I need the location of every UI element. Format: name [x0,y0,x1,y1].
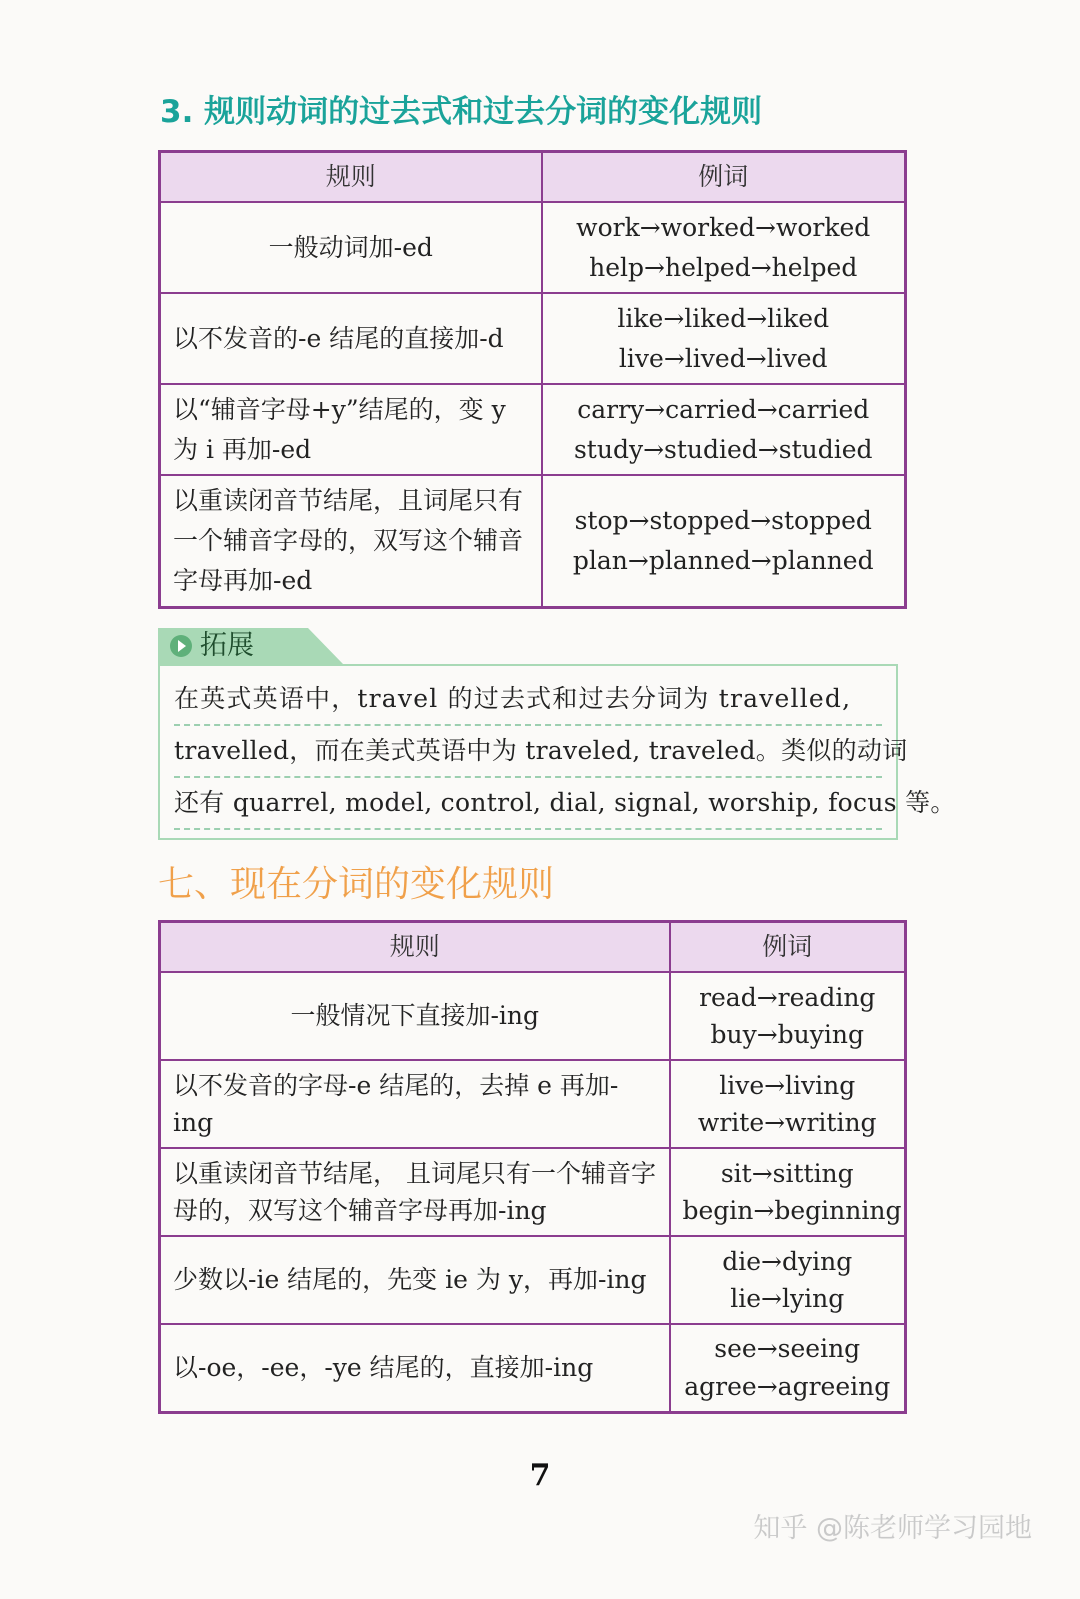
header-rule: 规则 [160,922,670,973]
example-word: see→seeing [714,1334,861,1364]
example-cell [542,293,906,384]
section-7-title: 七、现在分词的变化规则 [158,864,555,905]
example-word: lie→lying [730,1284,845,1313]
example-cell [670,1324,906,1412]
extension-line: 在英式英语中，travel 的过去式和过去分词为 travelled, [174,674,882,726]
example-cell [670,1148,906,1236]
extension-label: 拓展 [200,630,254,661]
example-word: agree→agreeing [684,1371,891,1401]
example-word: write→writing [697,1108,877,1137]
rule-cell: 以不发音的字母-e 结尾的，去掉 e 再加-ing [160,1060,670,1148]
example-word: begin→beginning [682,1196,902,1225]
section-3-title: 3. 规则动词的过去式和过去分词的变化规则 [160,94,763,130]
rule-cell: 以“辅音字母+y”结尾的，变 y 为 i 再加-ed [160,384,542,475]
example-cell [670,972,906,1060]
example-word: read→reading [699,982,876,1012]
example-word: live→living [719,1070,856,1100]
example-word: plan→planned→planned [572,545,874,575]
example-cell [542,202,906,293]
example-word: die→dying [722,1246,853,1276]
example-cell [542,475,906,607]
example-cell [670,1060,906,1148]
table-row [160,384,906,475]
example-cell [670,1236,906,1324]
rule-cell: 以重读闭音节结尾， 且词尾只有一个辅音字母的，双写这个辅音字母再加-ing [160,1148,670,1236]
table-header-row [160,152,906,203]
example-word: sit→sitting [720,1158,854,1188]
example-cell [542,384,906,475]
example-word: live→lived→lived [618,343,828,373]
example-word: work→worked→worked [576,212,871,242]
extension-box [158,664,956,840]
table-row [160,1324,906,1412]
table-row [160,202,906,293]
table-row [160,1236,906,1324]
table-row [160,1148,906,1236]
rule-cell: 以不发音的-e 结尾的直接加-d [160,293,542,384]
header-example: 例词 [542,152,906,203]
example-word: study→studied→studied [573,434,873,464]
page-number: 7 [529,1458,551,1493]
past-tense-rules-table [158,150,907,609]
rule-cell: 以重读闭音节结尾，且词尾只有一个辅音字母的，双写这个辅音字母再加-ed [160,475,542,607]
rule-cell: 一般动词加-ed [160,202,542,293]
example-word: like→liked→liked [617,303,830,333]
rule-cell: 少数以-ie 结尾的，先变 ie 为 y，再加-ing [160,1236,670,1324]
example-word: buy→buying [710,1020,864,1049]
extension-line: travelled，而在美式英语中为 traveled, traveled。类似的动词 [174,726,882,778]
rule-cell: 一般情况下直接加-ing [160,972,670,1060]
example-word: help→helped→helped [589,252,858,282]
present-participle-rules-table [158,920,907,1414]
header-example: 例词 [670,922,906,973]
table-header-row [160,922,906,973]
play-circle-icon [170,635,192,657]
table-row [160,293,906,384]
table-row [160,475,906,607]
rule-cell: 以-oe，-ee，-ye 结尾的，直接加-ing [160,1324,670,1412]
extension-line: 还有 quarrel, model, control, dial, signal, worship, focus 等。 [174,778,882,830]
header-rule: 规则 [160,152,542,203]
watermark: 知乎 @陈老师学习园地 [753,1513,1032,1544]
example-word: stop→stopped→stopped [574,505,872,535]
table-row [160,972,906,1060]
table-row [160,1060,906,1148]
example-word: carry→carried→carried [577,394,870,424]
